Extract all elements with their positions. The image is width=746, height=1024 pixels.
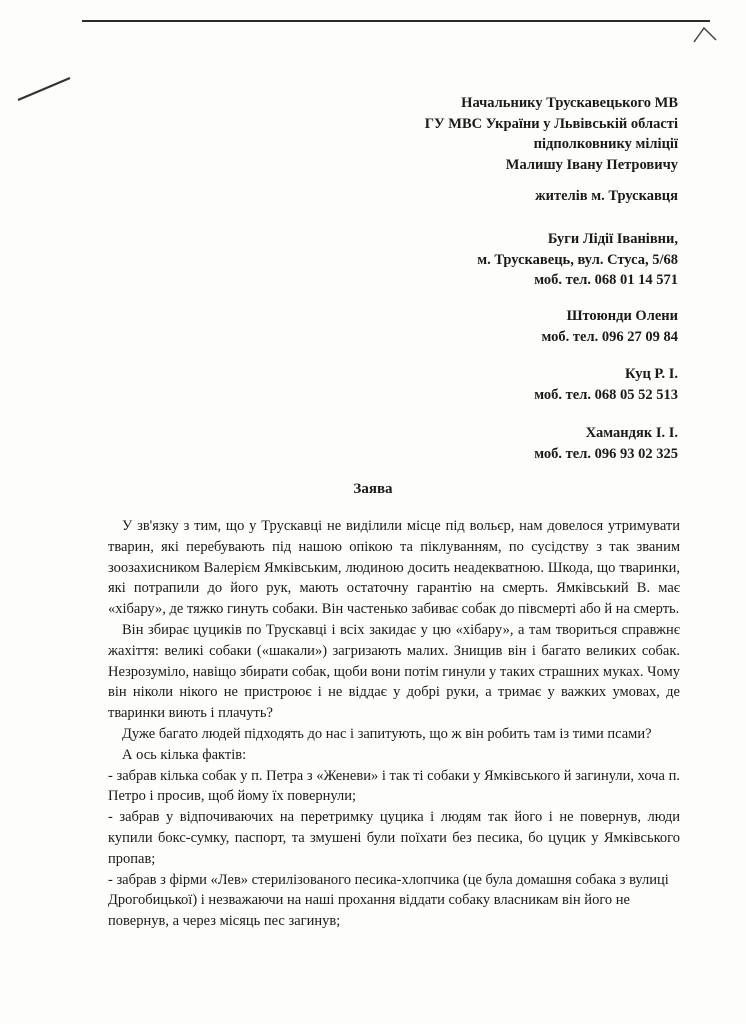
sender-phone: моб. тел. 068 05 52 513 [534,386,678,403]
sender-phone: моб. тел. 096 27 09 84 [541,328,678,345]
sender-name: Куц Р. І. [625,366,678,382]
sender-name: Штоюнди Олени [566,308,678,324]
scan-mark-left [16,76,72,102]
body-paragraph: У зв'язку з тим, що у Трускавці не виділили місце під вольєр, нам довелося утримувати тварин, які перебувають під нашою опікою та піклуванням, по сусідству з так званим зоозахисником Валерієм Ямківським, людиною досить неадекватною. Шкода, що тваринки, які потрапили до його рук, мають остаточну гарантію на смерть. Ямківський В. має «хібару», де тяжко гинуть собаки. Він частенько забиває собак до півсмерті або й на смерть. [108,518,680,618]
sender-phone: моб. тел. 068 01 14 571 [534,272,678,288]
addressee-line: Малишу Івану Петровичу [505,156,678,173]
sender-name: Хамандяк І. І. [585,425,678,441]
sender-block [541,306,678,347]
addressee-line: ГУ МВС України у Львівській області [424,115,678,132]
fact-item: - забрав у відпочиваючих на перетримку цуцика і людям так його і не повернув, люди купили бокс-сумку, паспорт, та змушені були поїхати без песика, бо цуцик у Ямківського пропав; [108,809,680,867]
sender-address: м. Трускавець, вул. Стуса, 5/68 [477,251,678,268]
top-rule [82,20,710,22]
fact-item: - забрав кілька собак у п. Петра з «Женеви» і так ті собаки у Ямківського й загинули, хоча п. Петро і просив, щоб йому їх повернули; [108,767,680,805]
residents-line: жителів м. Трускавця [535,188,678,204]
sender-phone: моб. тел. 096 93 02 325 [534,445,678,462]
sender-block [477,229,678,291]
sender-name: Буги Лідії Іванівни, [547,231,678,247]
sender-block [534,423,678,464]
addressee-line: Начальнику Трускавецького МВ [461,95,678,111]
body-paragraph: Дуже багато людей підходять до нас і запитують, що ж він робить там із тими псами? [122,725,652,742]
sender-block [534,364,678,405]
body-paragraph: Він збирає цуциків по Трускавці і всіх закидає у цю «хібару», а там твориться справжнє жахіття: великі собаки («шакали») загризають малих. Знищив він і багато великих собак. Незрозуміло, навіщо збирати собак, щоби вони потім гинули у таких страшних муках. Чому він ніколи нікого не пристроює і не віддає у добрі руки, а тримає у важких умовах, де тваринки виють і плачуть? [108,621,680,722]
addressee-line: підполковнику міліції [533,136,678,152]
body-paragraph: А ось кілька фактів: [122,746,247,763]
scan-mark-right [692,24,718,44]
document-body [108,516,680,932]
fact-item: - забрав з фірми «Лев» стерилізованого песика-хлопчика (це була домашня собака з вулиці Дрогобицької) і незважаючи на наші прохання віддати собаку власникам він його не повернув, а через місяць пес загинув; [108,871,669,930]
document-title: Заява [353,481,393,497]
addressee-block [425,93,678,175]
